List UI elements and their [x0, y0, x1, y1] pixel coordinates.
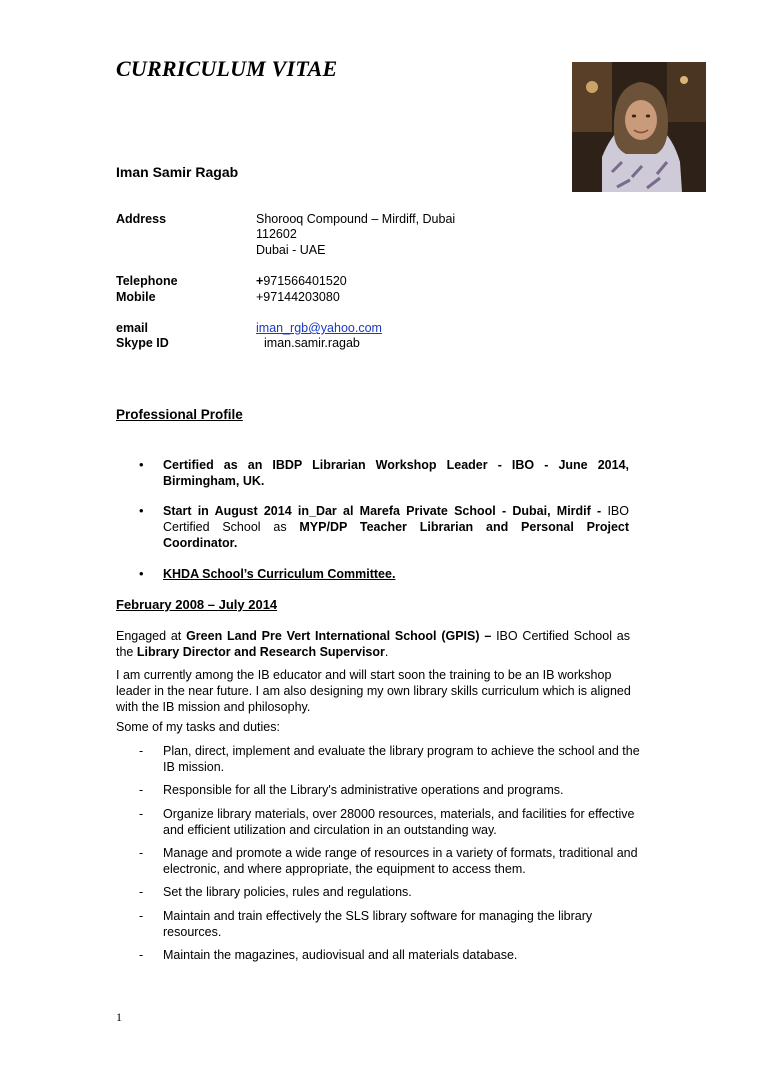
skype-value: iman.samir.ragab — [264, 336, 360, 350]
school-name: Green Land Pre Vert International School (GPIS) – — [186, 629, 492, 643]
mobile-label: Mobile — [116, 290, 156, 304]
page-number: 1 — [116, 1010, 122, 1024]
document-title: CURRICULUM VITAE — [116, 56, 338, 81]
bullet-icon: • — [139, 457, 144, 472]
candidate-name: Iman Samir Ragab — [116, 164, 239, 180]
list-dash: - — [139, 744, 144, 758]
p1-text-e: . — [384, 645, 389, 659]
profile-bullet-2 — [163, 503, 629, 551]
list-dash: - — [139, 948, 144, 962]
list-dash: - — [139, 909, 144, 923]
task-item-7: Maintain the magazines, audiovisual and all materials database. — [163, 948, 518, 962]
email-label: email — [116, 321, 148, 335]
address-label: Address — [116, 212, 167, 226]
portrait-image — [572, 62, 706, 192]
job-title: Library Director and Research Supervisor — [136, 645, 385, 659]
profile-bullet-2-plain: IBO Certified School as — [163, 504, 629, 534]
skype-label: Skype ID — [116, 336, 169, 350]
profile-bullet-2-line1: Start in August 2014 in_Dar al Marefa Private School - Dubai, Mirdif - — [163, 504, 602, 518]
telephone-value — [256, 273, 347, 289]
profile-bullet-3: KHDA School’s Curriculum Committee. — [163, 567, 396, 581]
address-line-2: 112602 — [256, 227, 297, 241]
p1-text-c: IBO Certified School as the — [116, 629, 630, 659]
list-dash: - — [139, 846, 144, 860]
task-item-1: Plan, direct, implement and evaluate the library program to achieve the school and the IB mission. — [163, 744, 640, 774]
address-line-3: Dubai - UAE — [256, 243, 326, 257]
task-item-2: Responsible for all the Library's administrative operations and programs. — [163, 783, 564, 797]
address-line-1: Shorooq Compound – Mirdiff, Dubai — [256, 212, 456, 226]
professional-profile-heading: Professional Profile — [116, 407, 243, 422]
list-dash: - — [139, 885, 144, 899]
telephone-plus: + — [256, 274, 264, 288]
profile-bullet-1: Certified as an IBDP Librarian Workshop Leader - IBO - June 2014, Birmingham, UK. — [163, 458, 629, 488]
experience-period: February 2008 – July 2014 — [116, 597, 278, 612]
tasks-intro: Some of my tasks and duties: — [116, 720, 280, 734]
p1-text-a: Engaged at — [116, 629, 187, 643]
task-item-6: Maintain and train effectively the SLS library software for managing the library resources. — [163, 909, 593, 939]
task-item-4: Manage and promote a wide range of resources in a variety of formats, traditional and electronic, and where appropriate, the equipment to access them. — [163, 846, 638, 876]
list-dash: - — [139, 783, 144, 797]
experience-paragraph-1 — [116, 628, 630, 660]
mobile-value: +97144203080 — [256, 290, 340, 304]
profile-photo — [572, 62, 706, 192]
task-item-5: Set the library policies, rules and regulations. — [163, 885, 412, 899]
telephone-label: Telephone — [116, 274, 178, 288]
bullet-icon: • — [139, 503, 144, 518]
email-link[interactable]: iman_rgb@yahoo.com — [256, 321, 382, 335]
bullet-icon: • — [139, 566, 144, 581]
experience-paragraph-2: I am currently among the IB educator and will start soon the training to be an IB workshop leader in the near future. I am also designing my own library skills curriculum which is aligned with the IB mission and philosophy. — [116, 668, 631, 714]
task-item-3: Organize library materials, over 28000 resources, materials, and facilities for effective and efficient utilization and circulation in an outstanding way. — [163, 807, 635, 837]
profile-bullet-2-role: MYP/DP Teacher Librarian and Personal Project Coordinator. — [163, 520, 630, 550]
telephone-number: 971566401520 — [263, 274, 347, 288]
list-dash: - — [139, 807, 144, 821]
